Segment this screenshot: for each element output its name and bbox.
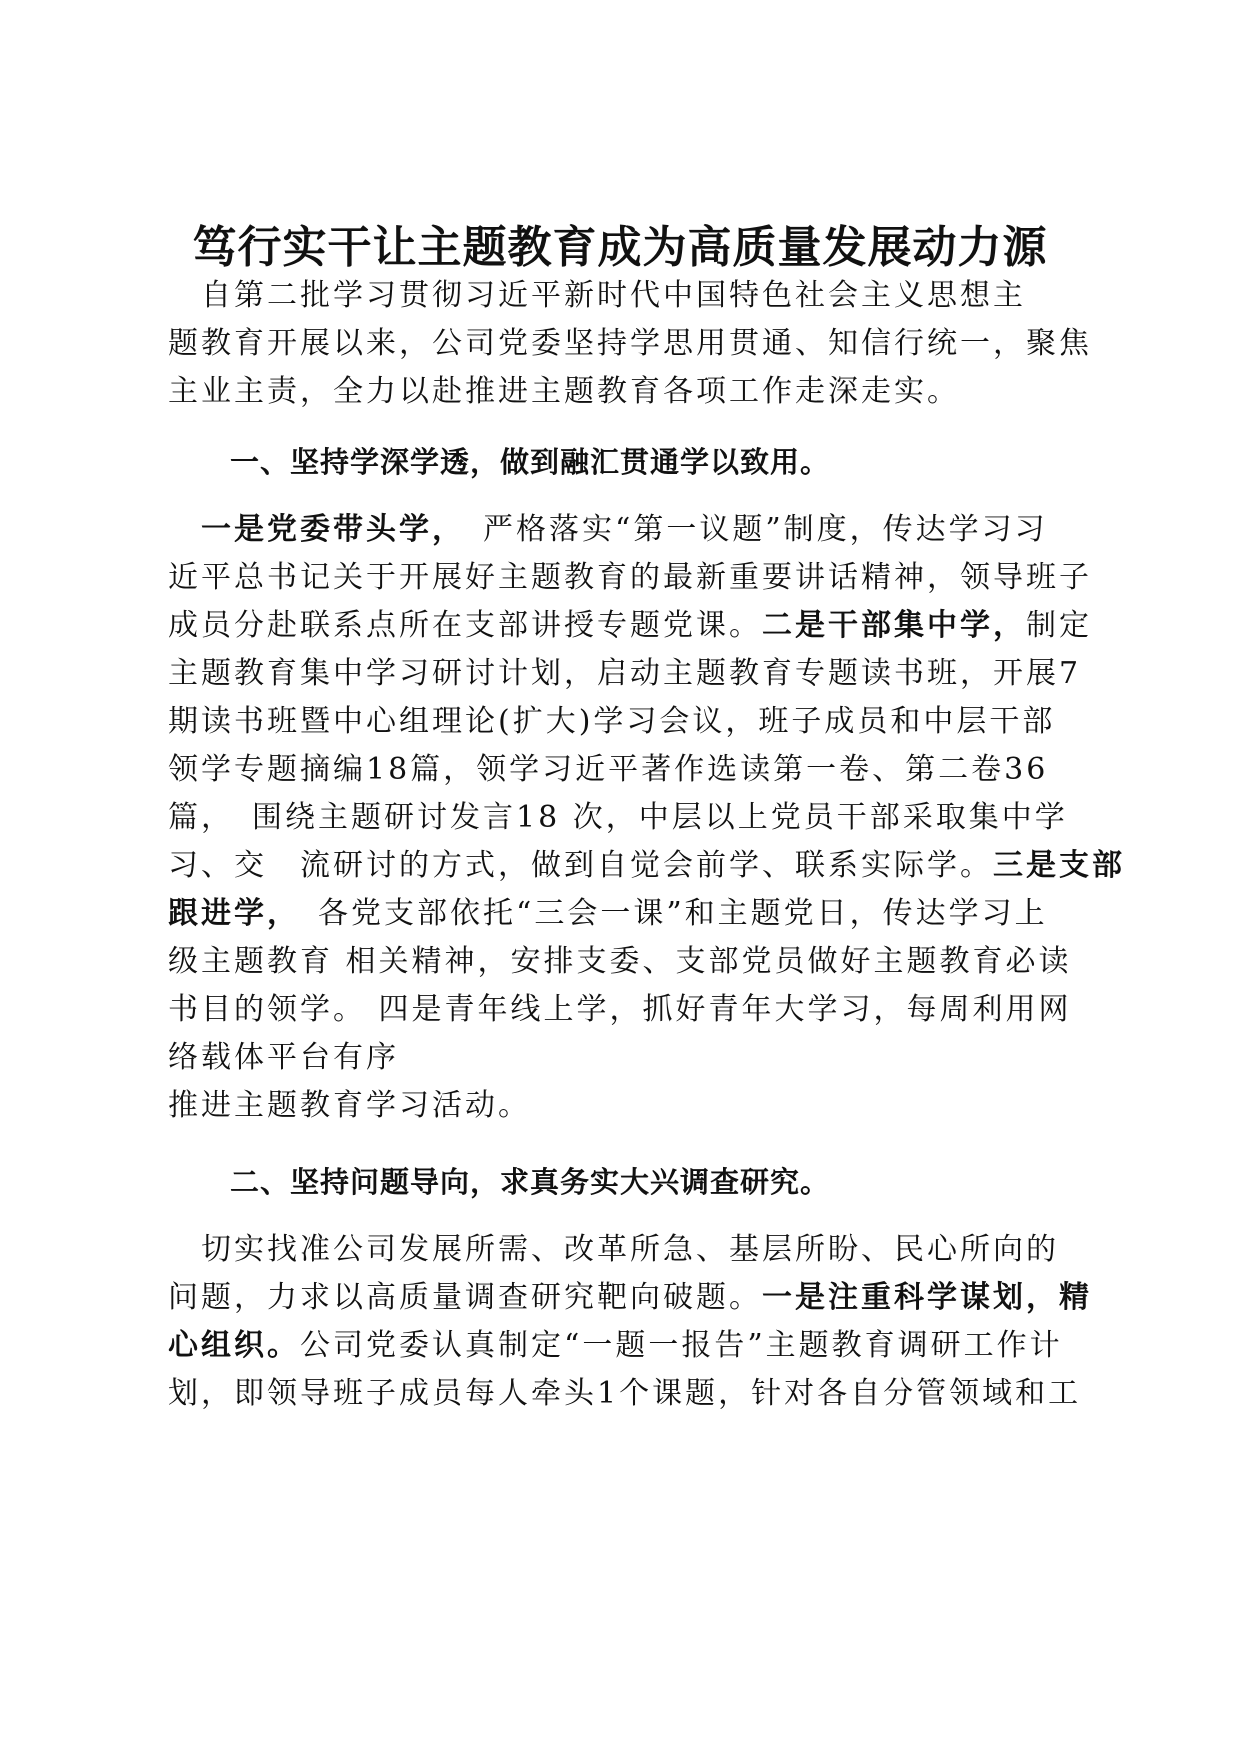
text-line: 络载体平台有序 [168, 1040, 399, 1075]
bold-phrase: 心组织。 [168, 1328, 300, 1363]
text-span: 各党支部依托“三会一课”和主题党日，传达学习上 [285, 896, 1048, 931]
text-line [168, 890, 1080, 938]
text-line [168, 1274, 1092, 1322]
text-line: 推进主题教育学习活动。 [168, 1088, 531, 1123]
intro-paragraph [168, 272, 1092, 416]
bold-phrase: 跟进学， [168, 896, 285, 931]
bold-phrase: 一是党委带头学， [168, 512, 450, 547]
text-line: 主业主责，全力以赴推进主题教育各项工作走深走实。 [168, 374, 960, 409]
text-line: 划，即领导班子成员每人牵头1个课题，针对各自分管领域和工 [168, 1376, 1082, 1411]
text-line: 自第二批学习贯彻习近平新时代中国特色社会主义思想主 [168, 278, 1026, 313]
text-line: 切实找准公司发展所需、改革所急、基层所盼、民心所向的 [168, 1232, 1059, 1267]
section1-paragraph [168, 506, 1125, 1130]
text-line: 期读书班暨中心组理论(扩大)学习会议，班子成员和中层干部 [168, 704, 1056, 739]
text-line [168, 506, 1080, 554]
text-span: 习、交 流研讨的方式，做到自觉会前学、联系实际学。 [168, 848, 993, 883]
bold-phrase: 二是干部集中学， [762, 608, 1026, 643]
text-line: 篇， 围绕主题研讨发言18 次，中层以上党员干部采取集中学 [168, 800, 1068, 835]
text-line [168, 1322, 1080, 1370]
text-span: 制定 [1026, 608, 1092, 643]
bold-phrase: 三是支部 [993, 848, 1125, 883]
section-heading-1: 一、坚持学深学透，做到融汇贯通学以致用。 [230, 445, 831, 479]
page-title: 笃行实干让主题教育成为高质量发展动力源 [192, 222, 1048, 273]
text-span: 问题，力求以高质量调查研究靶向破题。 [168, 1280, 762, 1315]
text-line: 级主题教育 相关精神，安排支委、支部党员做好主题教育必读 [168, 944, 1072, 979]
text-line [168, 842, 1125, 890]
text-span: 严格落实“第一议题”制度，传达学习习 [450, 512, 1048, 547]
text-span: 公司党委认真制定“一题一报告”主题教育调研工作计 [300, 1328, 1063, 1363]
text-line: 书目的领学。 四是青年线上学，抓好青年大学习，每周利用网 [168, 992, 1072, 1027]
section2-paragraph [168, 1226, 1092, 1418]
text-line: 题教育开展以来，公司党委坚持学思用贯通、知信行统一，聚焦 [168, 326, 1092, 361]
text-span: 成员分赴联系点所在支部讲授专题党课。 [168, 608, 762, 643]
text-line: 近平总书记关于开展好主题教育的最新重要讲话精神，领导班子 [168, 560, 1092, 595]
text-line: 领学专题摘编18篇，领学习近平著作选读第一卷、第二卷36 [168, 752, 1049, 787]
text-line [168, 602, 1092, 650]
bold-phrase: 一是注重科学谋划，精 [762, 1280, 1092, 1315]
text-line: 主题教育集中学习研讨计划，启动主题教育专题读书班，开展7 [168, 656, 1082, 691]
section-heading-2: 二、坚持问题导向，求真务实大兴调查研究。 [230, 1165, 831, 1199]
